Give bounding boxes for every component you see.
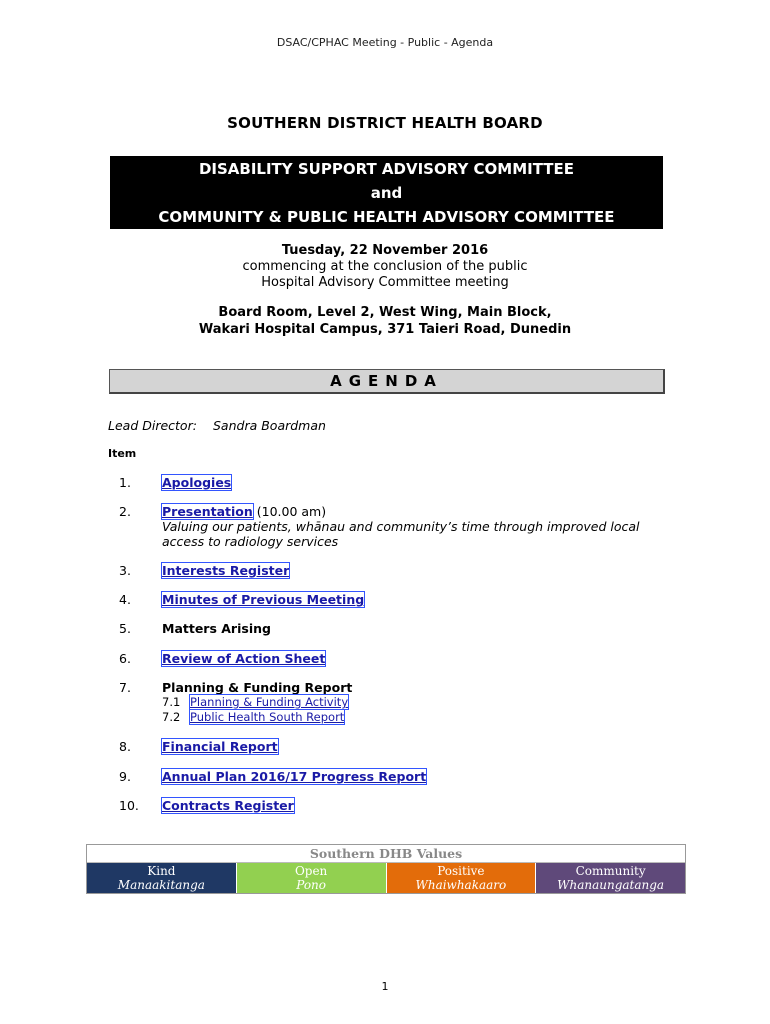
committee-title-box [110, 156, 663, 229]
action-sheet-link[interactable]: Review of Action Sheet [162, 651, 326, 666]
item-number: 10. [119, 798, 139, 813]
planning-funding-activity-link[interactable]: Planning & Funding Activity [190, 695, 349, 709]
sub-item-number: 7.1 [162, 695, 181, 709]
committee-line-2: and [370, 184, 403, 202]
meeting-date: Tuesday, 22 November 2016 [281, 243, 489, 258]
sub-item-7-2 [162, 710, 682, 725]
values-table [86, 844, 686, 894]
value-community [536, 863, 685, 893]
value-positive [387, 863, 537, 893]
annual-plan-link[interactable]: Annual Plan 2016/17 Progress Report [162, 769, 427, 784]
value-maori: Whanaungatanga [557, 878, 665, 892]
sub-item-7-1 [162, 695, 682, 710]
item-number: 4. [119, 592, 131, 607]
agenda-title-bar: AGENDA [109, 369, 665, 394]
item-number: 9. [119, 769, 131, 784]
values-row [87, 863, 685, 893]
item-column-heading: Item [108, 447, 137, 460]
apologies-link[interactable]: Apologies [162, 475, 232, 490]
value-maori: Pono [296, 878, 326, 892]
sub-item-number: 7.2 [162, 710, 181, 724]
minutes-link[interactable]: Minutes of Previous Meeting [162, 592, 365, 607]
item-number: 1. [119, 475, 131, 490]
matters-arising-title: Matters Arising [162, 621, 271, 636]
venue-line-1: Board Room, Level 2, West Wing, Main Block, [218, 305, 552, 320]
meeting-time-line-1: commencing at the conclusion of the public [242, 259, 528, 274]
item-number: 7. [119, 680, 131, 695]
value-maori: Manaakitanga [117, 878, 205, 892]
financial-report-link[interactable]: Financial Report [162, 739, 278, 754]
item-number: 8. [119, 739, 131, 754]
value-english: Community [575, 864, 646, 878]
running-header: DSAC/CPHAC Meeting - Public - Agenda [276, 36, 494, 49]
lead-director-label: Lead Director: [108, 418, 197, 433]
page-number: 1 [381, 980, 389, 993]
interests-register-link[interactable]: Interests Register [162, 563, 290, 578]
public-health-south-link[interactable]: Public Health South Report [190, 710, 345, 724]
meeting-time-line-2: Hospital Advisory Committee meeting [261, 275, 509, 290]
item-number: 6. [119, 651, 131, 666]
presentation-description: Valuing our patients, whānau and community’s time through improved local access to radiology services [162, 519, 640, 549]
item-number: 5. [119, 621, 131, 636]
value-open [237, 863, 387, 893]
value-kind [87, 863, 237, 893]
value-english: Open [294, 864, 328, 878]
meeting-time [0, 259, 770, 291]
contracts-register-link[interactable]: Contracts Register [162, 798, 294, 813]
venue-line-2: Wakari Hospital Campus, 371 Taieri Road, Dunedin [198, 322, 572, 337]
committee-line-1: DISABILITY SUPPORT ADVISORY COMMITTEE [198, 160, 575, 178]
meeting-venue [0, 304, 770, 338]
planning-funding-title: Planning & Funding Report [162, 680, 353, 695]
values-table-title: Southern DHB Values [87, 845, 685, 863]
committee-line-3: COMMUNITY & PUBLIC HEALTH ADVISORY COMMITTEE [158, 208, 615, 226]
lead-director-row [108, 418, 326, 433]
lead-director-name: Sandra Boardman [213, 418, 326, 433]
item-number: 2. [119, 504, 131, 519]
organisation-name: SOUTHERN DISTRICT HEALTH BOARD [227, 114, 543, 132]
presentation-time: (10.00 am) [252, 504, 327, 519]
presentation-link[interactable]: Presentation [162, 504, 253, 519]
item-number: 3. [119, 563, 131, 578]
value-english: Positive [437, 864, 485, 878]
value-maori: Whaiwhakaaro [415, 878, 507, 892]
value-english: Kind [147, 864, 176, 878]
